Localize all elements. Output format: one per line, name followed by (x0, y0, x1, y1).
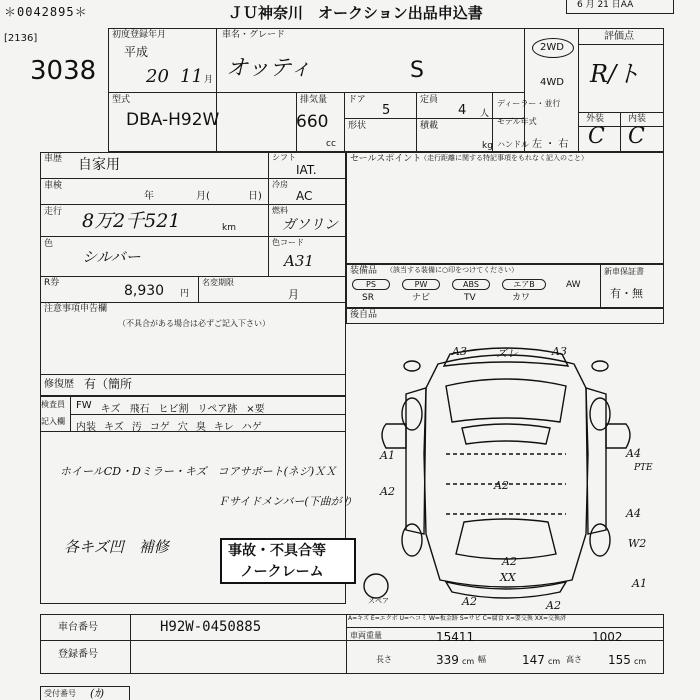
equipment-ps: PS (352, 279, 390, 290)
checklist-row-1 (76, 400, 344, 415)
check-peel: ハゲ (241, 422, 262, 433)
serial-number: ＊0042895＊ (4, 5, 88, 19)
capacity-unit: 人 (480, 109, 490, 119)
mileage-label: 走行 (44, 207, 63, 217)
date-box (566, 0, 674, 14)
capacity-value: 4 (458, 103, 467, 118)
diag-bottom-a2-left: A2 (462, 595, 477, 608)
length-label: 長さ (376, 655, 392, 664)
registration-era: 平成 (124, 45, 149, 59)
recycle-value: 8,930 (124, 283, 165, 299)
bottom-grid (40, 614, 664, 674)
warranty-label: 新車保証書 (604, 267, 644, 276)
check-scratch: キズ (100, 404, 121, 415)
equipment-sr: SR (362, 293, 374, 303)
checklist-row-2 (76, 418, 344, 433)
check-repair: リペア跡 (197, 404, 238, 415)
stamp-line-2: ノークレーム (240, 564, 324, 580)
weight-label-bottom: 車両重量 (350, 631, 382, 640)
diag-left-a1: A1 (380, 449, 395, 462)
check-burn: コゲ (149, 422, 170, 433)
footer-value: (ｶ) (90, 687, 105, 700)
equipment-airbag: エアB (502, 279, 546, 290)
weight-value-2: 1002 (592, 630, 623, 644)
height-value: 155 (608, 653, 631, 667)
spare-label: スペア (368, 597, 389, 605)
width-label: 幅 (478, 655, 486, 664)
handle-options: 左 ・ 右 (532, 139, 569, 150)
length-unit: cm (462, 657, 475, 666)
check-replace: ×要 (246, 404, 265, 415)
inspection-day: 日) (248, 191, 262, 202)
check-int-scratch: キズ (104, 422, 124, 433)
usage-value: 自家用 (78, 157, 120, 173)
height-unit: cm (634, 657, 647, 666)
exterior-label: 外装 (586, 114, 605, 124)
interior-grade: C (628, 124, 645, 149)
handwritten-line-1: ホイールCD・Dミラー・キズ コアサポート(ネジ)ＸＸ (60, 465, 337, 478)
notes-text: （不具合がある場合は必ずご記入下さい） (118, 319, 270, 328)
capacity-label: 定員 (420, 95, 439, 105)
color-label: 色 (44, 239, 54, 249)
displacement-unit: cc (326, 139, 336, 149)
model-label: 型式 (112, 95, 131, 105)
recycle-label: R券 (44, 278, 60, 288)
diag-top-a3-right: A3 (552, 345, 567, 358)
equipment-leather: カワ (512, 293, 531, 303)
footer-label: 受付番号 (44, 689, 76, 698)
equipment-label: 装備品 (350, 266, 378, 276)
date-fragment: 6 月 21 日AA (577, 0, 634, 10)
diag-top-a3-left: A3 (452, 345, 467, 358)
aircon-label: 冷房 (272, 180, 288, 189)
height-label: 高さ (566, 655, 582, 664)
chassis-value: H92W-0450885 (160, 619, 262, 635)
diag-top-zure: ズレ (496, 347, 518, 360)
diag-right-a4-1: A4 (626, 447, 641, 460)
displacement-label: 排気量 (300, 95, 328, 105)
registration-month: 11 (180, 66, 203, 87)
legend-text: A=キズ E=エクボ U=ヘコミ W=板金跡 S=サビ C=腐食 X=要交換 XX=交換済 (348, 615, 566, 622)
mileage-unit: km (222, 223, 236, 233)
grade-label: 評価点 (604, 31, 634, 42)
equipment-navi: ナビ (412, 293, 431, 303)
check-odor: 臭 (195, 422, 206, 433)
weight-label: 積載 (420, 121, 439, 131)
stamp-line-1: 事故・不具合等 (228, 543, 326, 559)
diag-right-pte: PTE (634, 463, 653, 473)
name-change-month: 月 (288, 288, 299, 301)
handwritten-line-3: 各キズ凹 補修 (64, 538, 169, 556)
exterior-grade: C (588, 124, 605, 149)
equipment-abs: ABS (452, 279, 490, 290)
diag-left-a2: A2 (380, 485, 395, 498)
width-unit: cm (548, 657, 561, 666)
handwritten-line-2: Ｆサイドメンバー(下曲がり (218, 495, 353, 508)
diag-center-a2-2: A2 (502, 555, 517, 568)
fuel-label: 燃料 (272, 206, 288, 215)
equipment-tv: TV (464, 293, 476, 303)
no-claim-stamp (220, 538, 356, 584)
sales-point-box (346, 152, 664, 264)
notes-label: 注意事項申告欄 (44, 304, 108, 314)
car-name: オッティ (226, 56, 312, 81)
back-seat-box (346, 308, 664, 324)
checklist-label-1: 検査員 (41, 400, 65, 409)
check-dirt: 汚 (131, 422, 142, 433)
model-value: DBA-H92W (126, 110, 220, 130)
warranty-options: 有・無 (610, 287, 643, 300)
car-name-label: 車名・グレード (222, 30, 286, 40)
reg-number-label: 登録番号 (58, 649, 98, 660)
dealer-label: ディーラー・並行 (497, 99, 561, 108)
inspection-label: 車検 (44, 181, 63, 191)
registration-year: 20 (146, 66, 169, 87)
shape-label: 形状 (348, 121, 367, 131)
usage-label: 車歴 (44, 154, 63, 164)
mileage-value: 8万2千521 (82, 210, 181, 232)
color-code: A31 (284, 252, 314, 270)
width-value: 147 (522, 653, 545, 667)
fuel-value: ガソリン (282, 217, 338, 233)
sales-point-note: （走行距離に関する特記事項をもれなく記入のこと） (420, 154, 588, 162)
equipment-pw: PW (402, 279, 440, 290)
check-hole: 穴 (177, 422, 188, 433)
repair-label: 修復歴 (44, 379, 74, 390)
color-value: シルバー (82, 248, 141, 266)
car-grade: S (410, 58, 424, 83)
diag-bottom-a2-right: A2 (546, 599, 561, 612)
weight-value-1: 15411 (436, 630, 475, 644)
check-interior: 内装 (76, 422, 96, 433)
diag-center-a2-1: A2 (494, 479, 509, 492)
check-fw: FW (76, 400, 92, 411)
lot-number: 3038 (30, 56, 97, 86)
weight-unit: kg (482, 141, 493, 151)
diag-right-a1: A1 (632, 577, 647, 590)
recycle-unit: 円 (180, 289, 190, 299)
shift-label: シフト (272, 153, 296, 162)
aircon-value: AC (296, 189, 313, 203)
shift-value: IAT. (296, 163, 317, 177)
repair-value: 有（簡所 (84, 377, 133, 391)
doors-value: 5 (382, 103, 391, 118)
registration-month-suffix: 月 (204, 75, 214, 85)
name-change-label: 名変期限 (202, 278, 234, 287)
drive-2wd: 2WD (540, 42, 564, 53)
check-tear: キレ (213, 422, 234, 433)
inspection-year: 年 (144, 191, 154, 202)
interior-label: 内装 (628, 114, 647, 124)
doors-label: ドア (348, 95, 366, 105)
top-info-grid (108, 28, 664, 152)
displacement-value: 660 (296, 112, 329, 132)
diag-right-a4-2: A4 (626, 507, 641, 520)
chassis-label: 車台番号 (58, 622, 98, 633)
checklist-label-2: 記入欄 (41, 417, 65, 426)
inspection-month: 月( (196, 191, 210, 202)
grade-value: R/ト (590, 60, 641, 88)
back-seat-label: 後自品 (350, 310, 378, 320)
sales-point-label: セールスポイント (350, 154, 422, 164)
color-code-label: 色コード (272, 238, 304, 247)
check-crack: ヒビ割 (158, 404, 189, 415)
form-title: ＪＵ神奈川 オークション出品申込書 (228, 4, 483, 22)
model-year-label: モデル年式 (497, 117, 537, 126)
check-chip: 飛石 (129, 404, 150, 415)
equipment-aw: AW (566, 280, 581, 290)
handle-label: ハンドル (497, 140, 529, 149)
diag-center-xx: XX (500, 571, 516, 584)
registration-label: 初度登録年月 (112, 30, 167, 40)
diag-right-w2: W2 (628, 537, 647, 550)
equipment-note: （該当する装備に○印をつけてください） (386, 266, 519, 274)
length-value: 339 (436, 653, 459, 667)
drive-4wd: 4WD (540, 77, 564, 88)
lot-code: [2136] (4, 33, 38, 44)
